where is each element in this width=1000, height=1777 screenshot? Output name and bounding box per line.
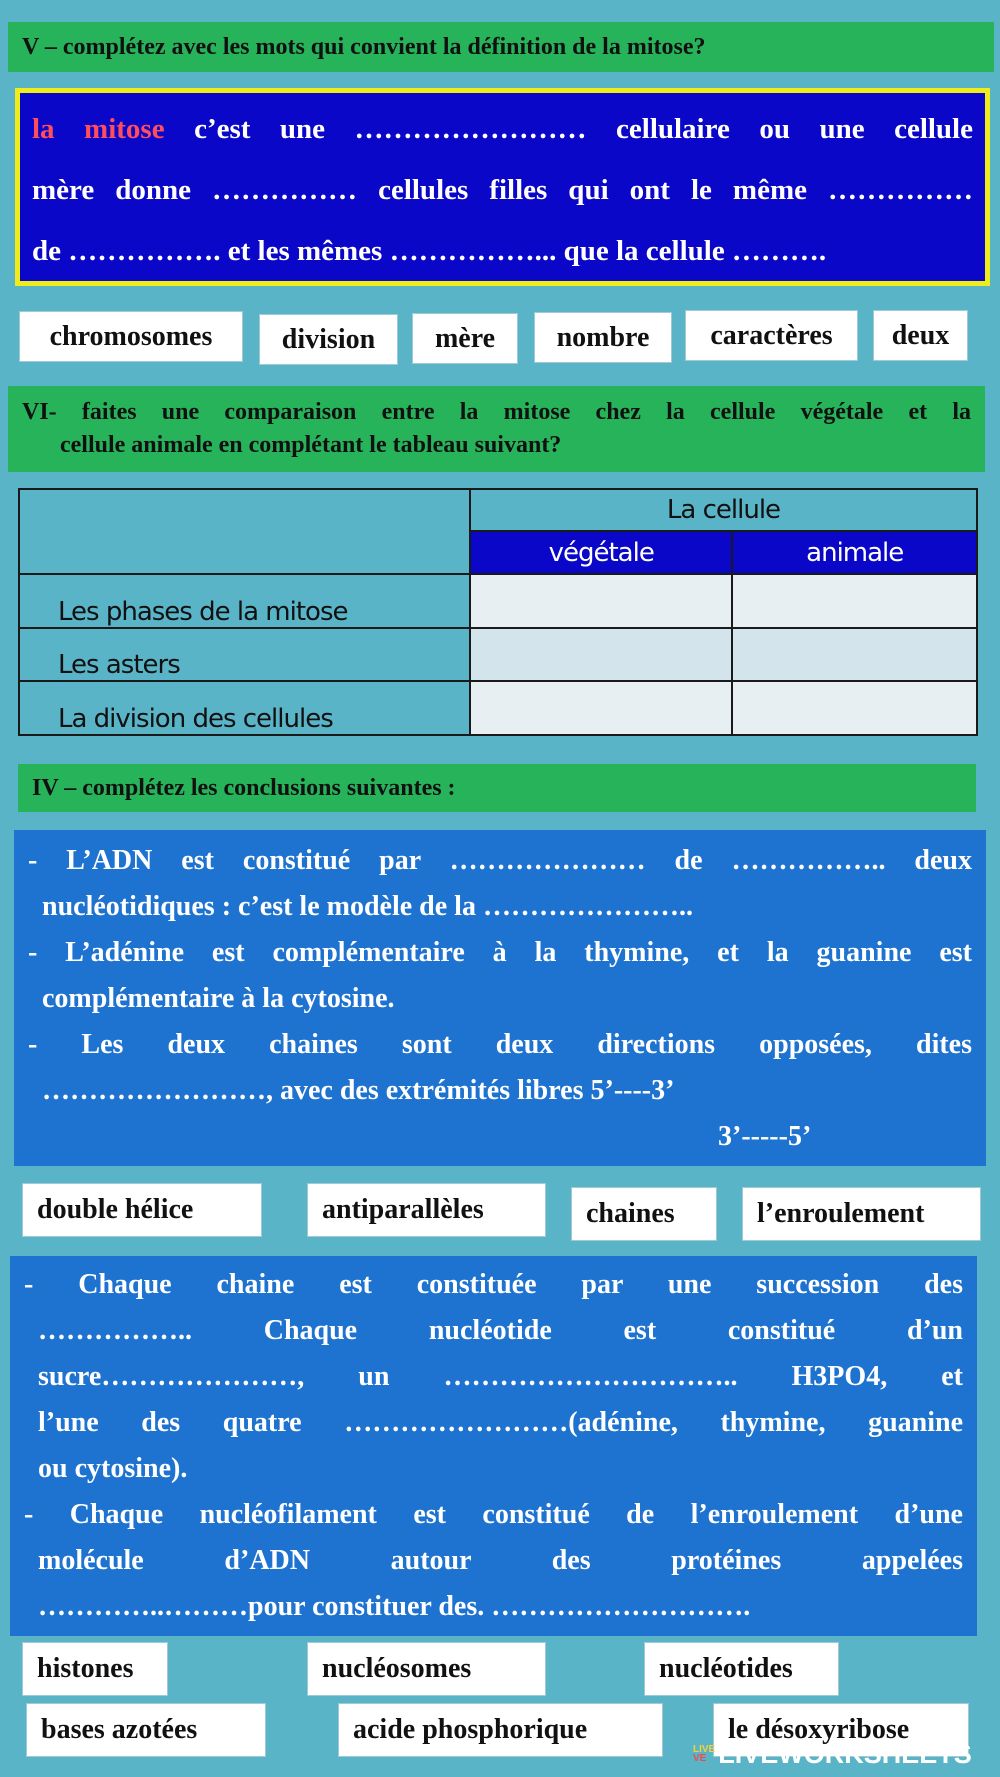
section-v-title: [8, 22, 994, 72]
comparison-table-wrap: [18, 488, 978, 736]
definition-line-1-rest: c’est une …………………… cellulaire ou une cellule: [164, 113, 973, 145]
liveworksheets-text: LIVEWORKSHEETS: [718, 1738, 972, 1769]
adn-line-6: ……………………, avec des extrémités libres 5’----3’: [42, 1075, 675, 1106]
adn-line-7: 3’-----5’: [718, 1121, 812, 1152]
table-row: [19, 681, 977, 735]
nucleo-line-3: sucre…………………, un ………………………….. H3PO4, et: [38, 1361, 963, 1392]
word-chip-deux[interactable]: deux: [873, 310, 968, 361]
mitose-definition-box: [15, 88, 990, 286]
word-chip-acide-phosphorique[interactable]: acide phosphorique: [338, 1703, 663, 1757]
adn-conclusion-block: [14, 830, 986, 1166]
table-col-animale: animale: [732, 531, 977, 574]
word-chip-nombre[interactable]: nombre: [534, 312, 672, 363]
table-answer-cell[interactable]: [732, 628, 977, 681]
nucleo-line-2: …………….. Chaque nucléotide est constitué d’un: [38, 1315, 963, 1346]
section-iv-title-text: IV – complétez les conclusions suivantes :: [32, 774, 456, 801]
word-chip-antiparalleles[interactable]: antiparallèles: [307, 1183, 546, 1237]
comparison-table: [18, 488, 978, 736]
table-answer-cell[interactable]: [732, 681, 977, 735]
word-chip-mere[interactable]: mère: [412, 313, 518, 364]
table-row: [19, 574, 977, 628]
word-chip-double-helice[interactable]: double hélice: [22, 1183, 262, 1237]
word-chip-chromosomes[interactable]: chromosomes: [19, 311, 243, 362]
nucleotide-conclusion-block: [10, 1256, 977, 1636]
word-chip-nucleotides[interactable]: nucléotides: [644, 1642, 839, 1696]
nucleo-line-4: l’une des quatre ……………………(adénine, thymine, guanine: [38, 1407, 963, 1438]
definition-line-2: mère donne …………… cellules filles qui ont le même ……………: [32, 174, 973, 206]
table-row-label: Les phases de la mitose: [19, 574, 470, 628]
word-chip-desoxyribose[interactable]: le désoxyribose: [713, 1703, 969, 1757]
word-chip-caracteres[interactable]: caractères: [685, 310, 858, 361]
word-chip-chaines[interactable]: chaines: [571, 1187, 717, 1241]
section-v-title-text: V – complétez avec les mots qui convient la définition de la mitose?: [22, 33, 706, 60]
table-empty-header: [19, 489, 470, 574]
mitose-highlight: la mitose: [32, 113, 165, 145]
liveworksheets-logo: [693, 1736, 972, 1772]
word-chip-histones[interactable]: histones: [22, 1642, 168, 1696]
adn-line-5: - Les deux chaines sont deux directions opposées, dites: [28, 1029, 972, 1060]
word-chip-nucleosomes[interactable]: nucléosomes: [307, 1642, 546, 1696]
nucleo-line-1: - Chaque chaine est constituée par une succession des: [24, 1269, 963, 1300]
liveworksheets-mark-icon: [693, 1745, 715, 1763]
definition-line-1: [32, 99, 973, 160]
nucleo-line-8: …………..………pour constituer des. ……………………….: [38, 1591, 751, 1622]
definition-line-3: de ……………. et les mêmes ……………... que la cellule ……….: [32, 235, 827, 267]
mark-top: LIVE: [693, 1744, 716, 1755]
table-row: [19, 628, 977, 681]
table-row-label: La division des cellules: [19, 681, 470, 735]
section-iv-title: [18, 764, 976, 812]
adn-line-2: nucléotidiques : c’est le modèle de la …………………..: [42, 891, 693, 922]
table-answer-cell[interactable]: [732, 574, 977, 628]
adn-line-3: - L’adénine est complémentaire à la thymine, et la guanine est: [28, 937, 972, 968]
table-answer-cell[interactable]: [470, 628, 732, 681]
nucleo-line-7: molécule d’ADN autour des protéines appelées: [38, 1545, 963, 1576]
table-row-label: Les asters: [19, 628, 470, 681]
mark-bottom: VE: [693, 1753, 707, 1764]
adn-line-1: - L’ADN est constitué par ………………… de …………….. deux: [28, 845, 972, 876]
nucleo-line-5: ou cytosine).: [38, 1453, 188, 1484]
section-vi-title: [8, 386, 985, 472]
word-chip-division[interactable]: division: [259, 314, 398, 365]
table-col-vegetale: végétale: [470, 531, 732, 574]
table-answer-cell[interactable]: [470, 681, 732, 735]
nucleo-line-6: - Chaque nucléofilament est constitué de l’enroulement d’une: [24, 1499, 963, 1530]
adn-line-4: complémentaire à la cytosine.: [42, 983, 395, 1014]
table-group-header: La cellule: [470, 489, 977, 531]
section-vi-title-line2: cellule animale en complétant le tableau suivant?: [60, 432, 562, 458]
word-chip-bases-azotees[interactable]: bases azotées: [26, 1703, 266, 1757]
table-answer-cell[interactable]: [470, 574, 732, 628]
word-chip-enroulement[interactable]: l’enroulement: [742, 1187, 981, 1241]
section-vi-title-line1: VI- faites une comparaison entre la mitose chez la cellule végétale et la: [22, 399, 971, 425]
